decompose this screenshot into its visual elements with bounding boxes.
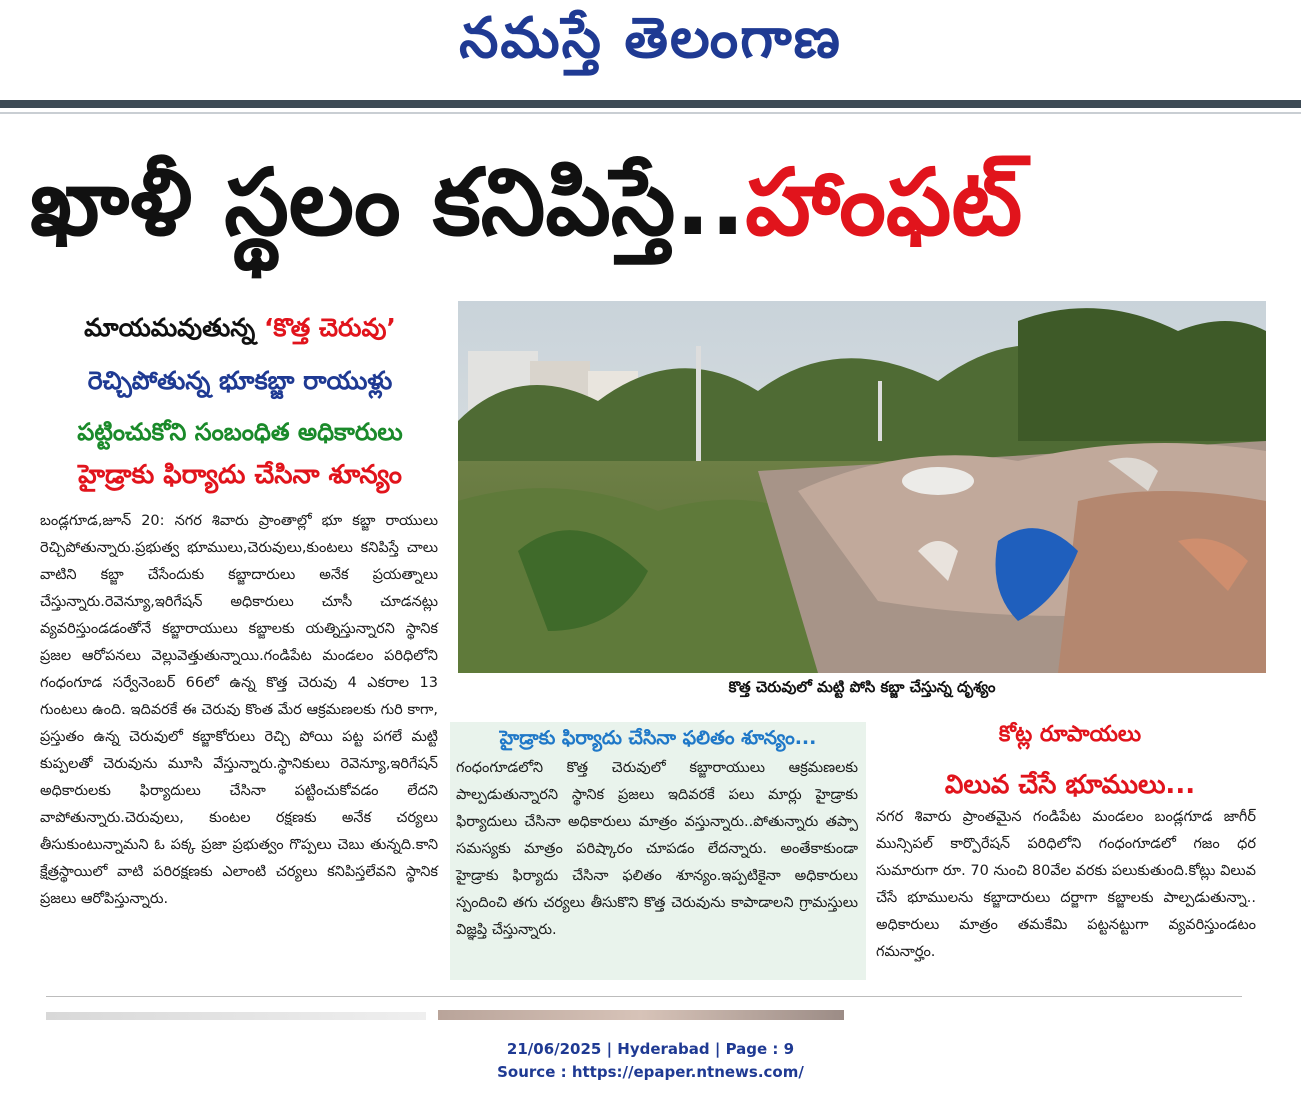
masthead-rule-thin [0, 112, 1301, 114]
headline-highlight: హాంఫట్ [745, 149, 1023, 256]
photo-illustration [458, 301, 1266, 673]
subhead-3: పట్టించుకోని సంబంధిత అధికారులు [77, 418, 403, 446]
sidebar-box-title: హైడ్రాకు ఫిర్యాదు చేసినా ఫలితం శూన్యం... [499, 727, 817, 749]
article-headline [30, 128, 1280, 288]
next-article-strip [46, 1012, 426, 1020]
photo-caption: కొత్త చెరువులో మట్టి పోసి కబ్జా చేస్తున్న దృశ్యం [728, 678, 996, 696]
subhead-1 [40, 313, 440, 349]
lake-encroachment-photo [458, 301, 1266, 673]
article-body-column-3: నగర శివారు ప్రాంతమైన గండిపేట మండలం బండ్లగూడ జాగీర్ మున్సిపల్ కార్పొరేషన్ పరిధిలోని గంధంగూడలో గజం ధర సుమారుగా రూ. 70 నుంచి 80వేల వరకు పలుకుతుంది.కోట్లు విలువ చేసే భూములను కబ్జాదారులు దర్జాగా కబ్జాలకు పాల్పడుతున్నా.. అధికారులు మాత్రం తమకేమి పట్టనట్టుగా వ్యవరిస్తుండటం గమనార్హం. [876, 809, 1256, 960]
newspaper-logo: నమస్తే తెలంగాణ [459, 6, 842, 71]
next-photo-strip [438, 1010, 844, 1020]
article-body-column-2: గంధంగూడలోని కొత్త చెరువులో కబ్జారాయులు ఆక్రమణలకు పాల్పడుతున్నారని స్థానిక ప్రజలు ఇదివరకే పలు మార్లు హైడ్రాకు ఫిర్యాదులు చేసినా అధికారులు మాత్రం వస్తున్నారు..పోతున్నారు తప్పా సమస్యకు మాత్రం పరిష్కారం చూపడం లేదన్నారు. అంతేకాకుండా హైడ్రాకు ఫిర్యాదు చేసినా ఫలితం శూన్యం.ఇప్పటికైనా అధికారులు స్పందించి తగు చర్యలు తీసుకొని కొత్త చెరువును కాపాడాలని గ్రామస్తులు విజ్ఞప్తి చేస్తున్నారు. [456, 760, 858, 938]
masthead-rule [0, 100, 1301, 108]
article-body-column-1: బండ్లగూడ,జూన్ 20: నగర శివారు ప్రాంతాల్లో భూ కబ్జా రాయులు రెచ్చిపోతున్నారు.ప్రభుత్వ భూములు,చెరువులు,కుంటలు కనిపిస్తే చాలు వాటిని కబ్జా చేసేందుకు కబ్జాదారులు అనేక ప్రయత్నాలు చేస్తున్నారు.రెవెన్యూ,ఇరిగేషన్ అధికారులు చూసీ చూడనట్లు వ్యవరిస్తుండడంతోనే కబ్జారాయులు కబ్జాలకు యత్నిస్తున్నారని స్థానిక ప్రజల ఆరోపనలు వెల్లువెత్తుతున్నాయి.గండిపేట మండలం పరిధిలోని గంధంగూడ సర్వేనెంబర్ 66లో ఉన్న కొత్త చెరువు 4 ఎకరాల 13 గుంటలు ఉంది. ఇదివరకే ఈ చెరువు కొంత మేర ఆక్రమణలకు గురి కాగా, ప్రస్తుతం ఉన్న చెరువులో కబ్జాకోరులు రెచ్చి పోయి పట్ట పగలే మట్టి కుప్పలతో చెరువును మూసి వేస్తున్నారు.స్థానికులు రెవెన్యూ,ఇరిగేషన్ అధికారులకు ఫిర్యాదులు చేసినా పట్టించుకోవడం లేదని వాపోతున్నారు.చెరువులు, కుంటల రక్షణకు అనేక చర్యలు తీసుకుంటున్నామని ఓ పక్క ప్రజా ప్రభుత్వం గొప్పలు చెబు తున్నది.కాని క్షేత్రస్థాయిలో వాటి పరిరక్షణకు ఎలాంటి చర్యలు కనిపిస్తలేవని స్థానిక ప్రజలు ఆరోపిస్తున్నారు. [40, 513, 438, 907]
page-divider [46, 996, 1242, 997]
footer-source-link[interactable]: Source : https://epaper.ntnews.com/ [497, 1063, 804, 1081]
right-section-title-1: కోట్ల రూపాయలు [998, 722, 1142, 747]
subhead-1-highlight: ‘కొత్త చెరువు’ [263, 313, 396, 342]
footer-date-page: 21/06/2025 | Hyderabad | Page : 9 [506, 1040, 795, 1058]
masthead [0, 0, 1301, 100]
headline-main: ఖాళీ స్థలం కనిపిస్తే.. [30, 149, 746, 256]
subhead-1-prefix: మాయమవుతున్న [84, 313, 256, 342]
right-section-title-2: విలువ చేసే భూములు... [944, 770, 1196, 800]
subhead-2: రెచ్చిపోతున్న భూకబ్జా రాయుళ్లు [87, 366, 393, 395]
subhead-4: హైడ్రాకు ఫిర్యాదు చేసినా శూన్యం [78, 460, 402, 490]
